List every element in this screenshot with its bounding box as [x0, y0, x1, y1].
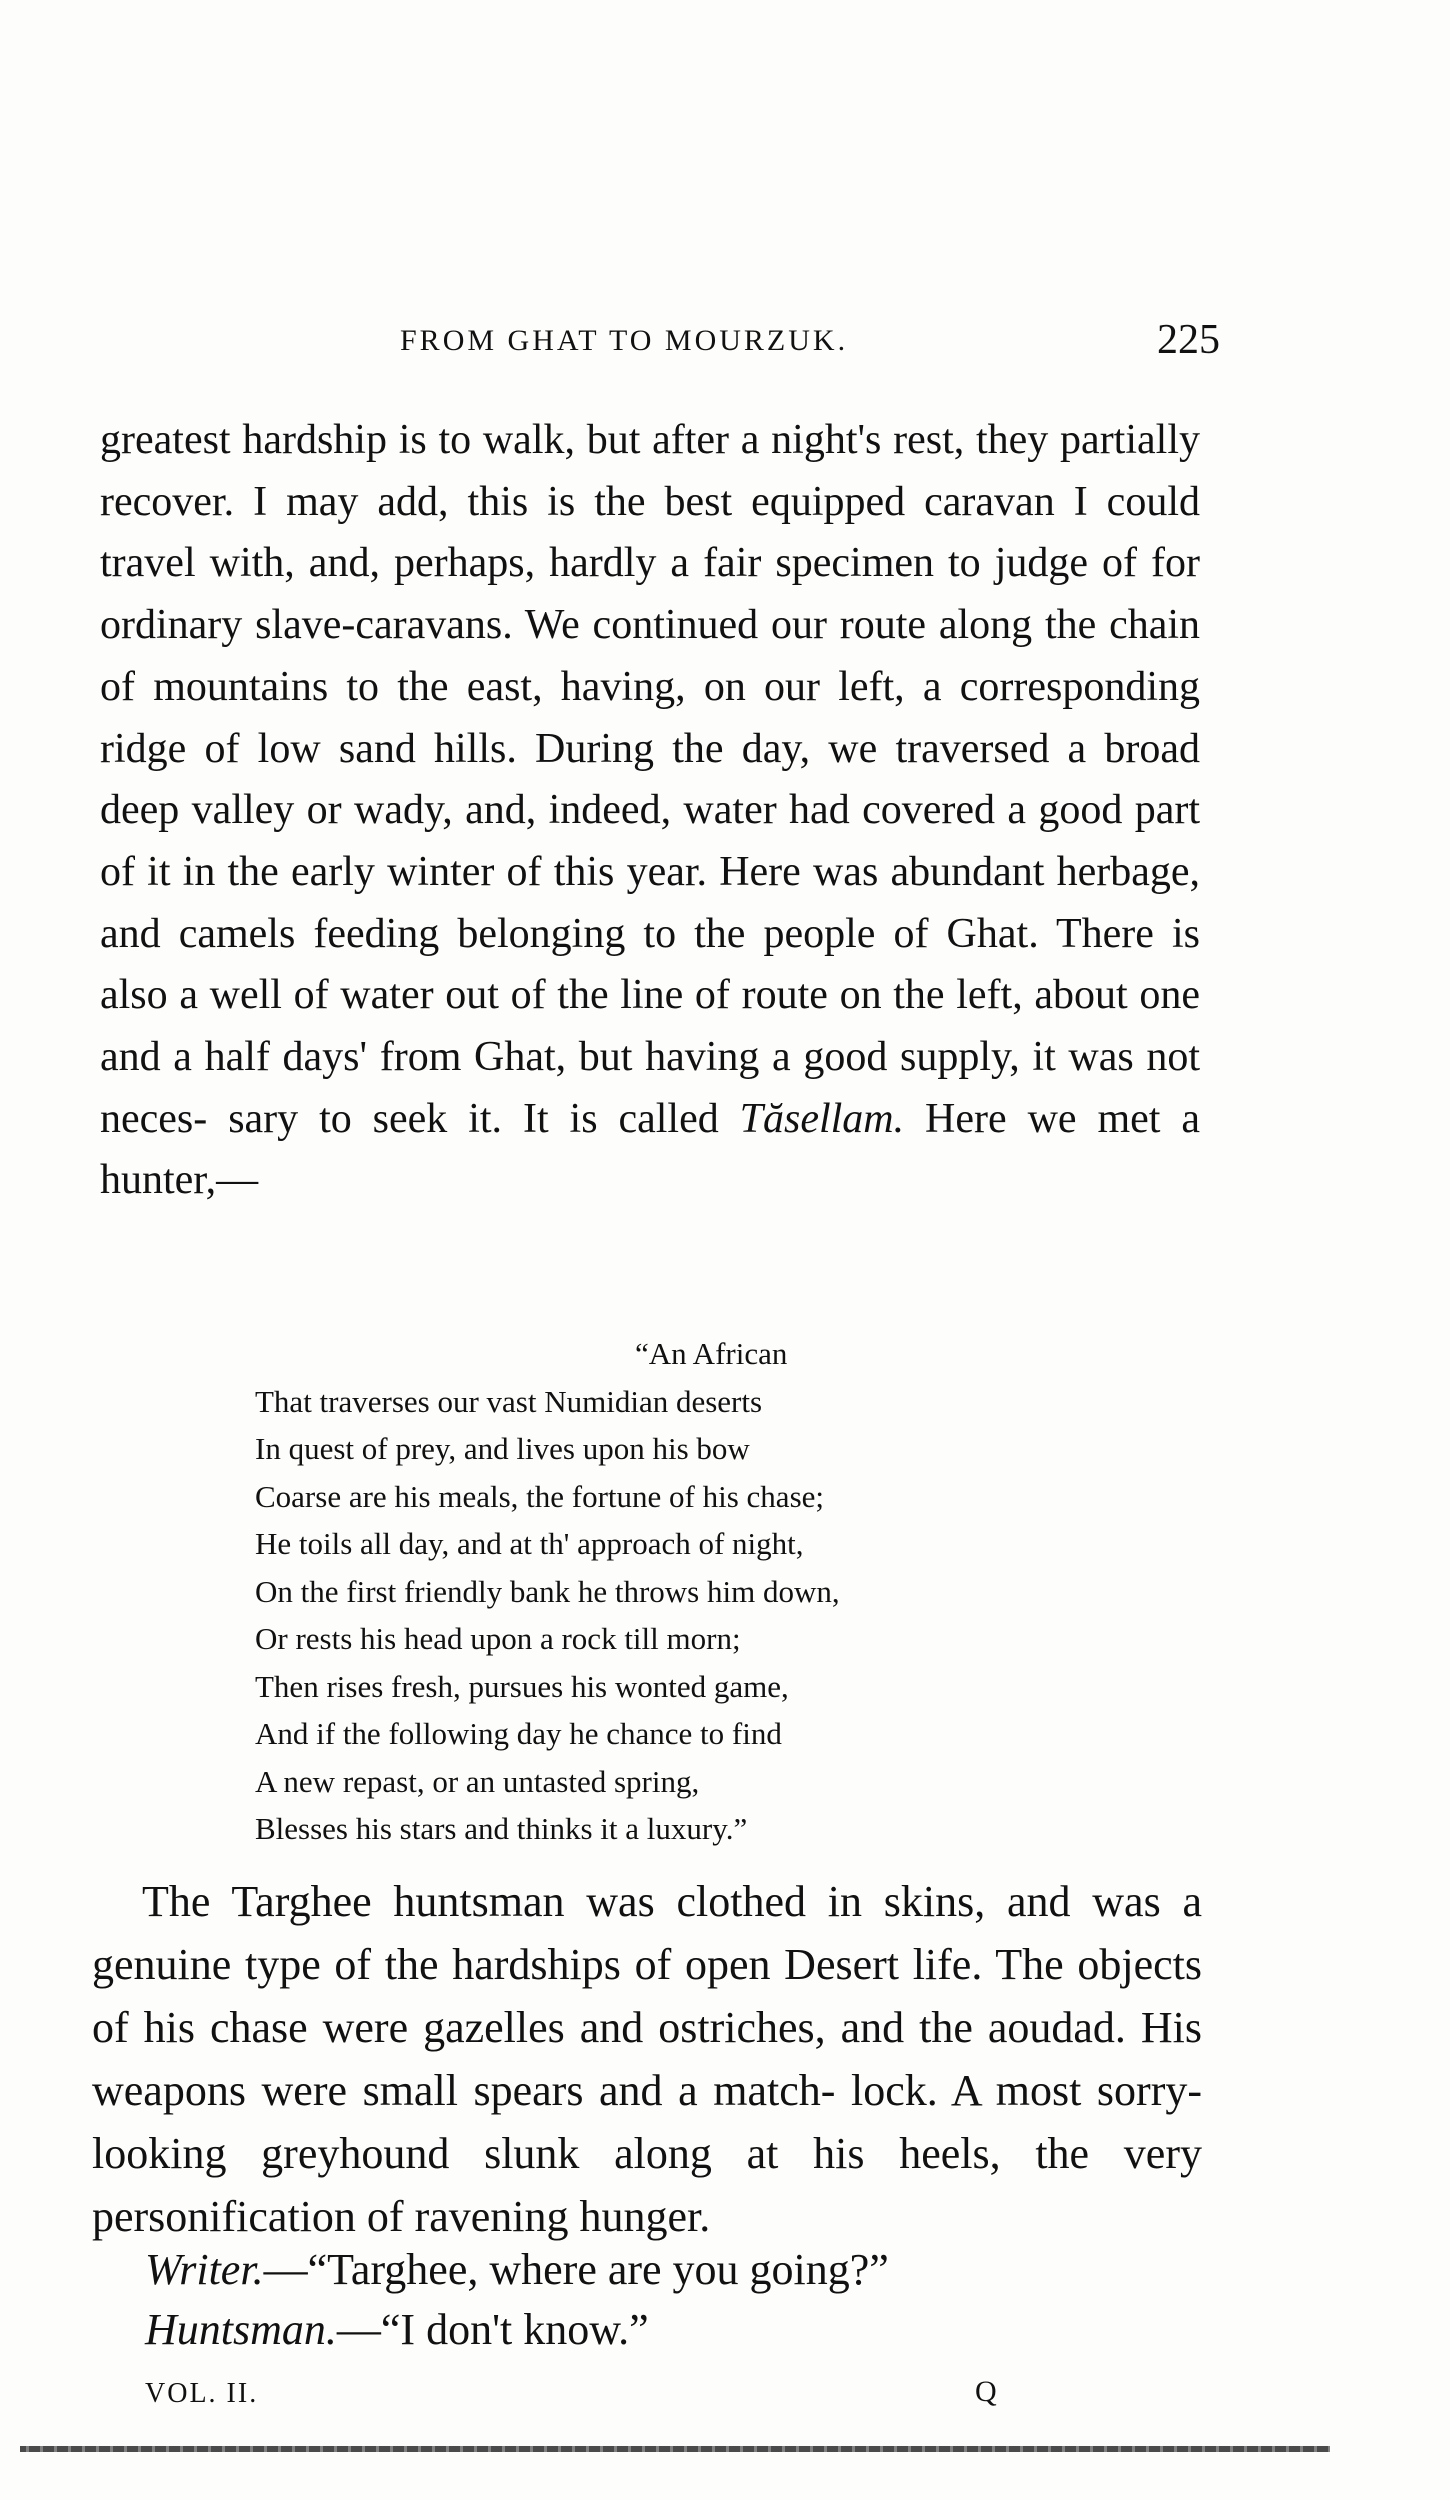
- poem-line: He toils all day, and at th' approach of night,: [255, 1526, 804, 1561]
- paragraph-2: [92, 1870, 1202, 2248]
- page-header: [400, 316, 1220, 366]
- paragraph-line: lock. A most sorry-looking greyhound slunk along at: [92, 2066, 1203, 2178]
- paragraph-line: east, having, on our left, a corresponding ridge of low: [100, 663, 1200, 772]
- paragraph-1: [100, 410, 1200, 1212]
- dialogue-line-huntsman: [145, 2300, 889, 2360]
- paragraph-line: sand hills. During the day, we traversed a broad deep: [100, 725, 1201, 834]
- paragraph-line: greatest hardship is to walk, but after a night's rest, they: [100, 417, 1049, 463]
- poem-line: “An African: [635, 1336, 788, 1371]
- paragraph-line: people of Ghat. There is also a well of water out of: [100, 910, 1200, 1019]
- running-head: FROM GHAT TO MOURZUK.: [400, 324, 849, 357]
- bottom-rule: [20, 2446, 1330, 2452]
- paragraph-line: hunter,—: [100, 1157, 259, 1204]
- paragraph-line: his heels, the very personification of ravening hunger.: [92, 2129, 1202, 2241]
- speaker-writer: Writer.: [145, 2245, 264, 2294]
- dialogue-text: —“I don't know.”: [336, 2305, 649, 2354]
- paragraph-line: caravan I could travel with, and, perhaps, hardly a fair: [100, 478, 1200, 587]
- poem-line: That traverses our vast Numidian deserts: [255, 1383, 763, 1419]
- paragraph-line: partially recover. I may add, this is the best equipped: [100, 417, 1200, 525]
- poem-line: On the first friendly bank he throws him down,: [255, 1573, 840, 1609]
- poem-line: A new repast, or an untasted spring,: [255, 1763, 700, 1799]
- poem-quotation: [255, 1330, 1055, 1853]
- poem-line: In quest of prey, and lives upon his bow: [255, 1431, 750, 1466]
- signature-mark: Q: [975, 2375, 997, 2408]
- poem-line: And if the following day he chance to find: [255, 1716, 782, 1751]
- volume-mark: VOL. II.: [145, 2378, 259, 2409]
- page-number: 225: [1157, 317, 1220, 363]
- dialogue-text: —“Targhee, where are you going?”: [263, 2245, 889, 2294]
- paragraph-line: The objects of his chase were gazelles and ostriches, and: [92, 1940, 1202, 2052]
- paragraph-line: a genuine type of the hardships of open Desert life.: [92, 1877, 1203, 1989]
- poem-line: Blesses his stars and thinks it a luxury.”: [255, 1811, 748, 1846]
- place-name-tasellam: Tăsellam.: [739, 1095, 905, 1142]
- paragraph-line: the line of route on the left, about one and a half days': [100, 972, 1200, 1081]
- paragraph-line: valley or wady, and, indeed, water had covered a good: [191, 787, 1123, 834]
- paragraph-line: sary to seek it. It is called: [228, 1095, 740, 1142]
- paragraph-line: from Ghat, but having a good supply, it was not neces-: [100, 1034, 1201, 1142]
- paragraph-line: abundant herbage, and camels feeding belonging to the: [100, 848, 1201, 957]
- paragraph-line: the aoudad. His weapons were small spears and a match-: [92, 2003, 1203, 2115]
- paragraph-line: continued our route along the chain of mountains to the: [100, 602, 1201, 710]
- poem-line: Then rises fresh, pursues his wonted game,: [255, 1668, 789, 1704]
- speaker-huntsman: Huntsman.: [145, 2305, 337, 2354]
- paragraph-line: specimen to judge of for ordinary slave-caravans. We: [100, 540, 1201, 649]
- dialogue-line-writer: [145, 2240, 889, 2300]
- poem-line: Or rests his head upon a rock till morn;: [255, 1621, 741, 1656]
- dialogue: [145, 2240, 889, 2360]
- paragraph-line: part of it in the early winter of this year. Here was: [100, 787, 1201, 895]
- poem-line: Coarse are his meals, the fortune of his chase;: [255, 1478, 825, 1514]
- paragraph-line: The Targhee huntsman was clothed in skins, and was: [142, 1877, 1161, 1926]
- paragraph-line: Here we met a: [904, 1095, 1200, 1142]
